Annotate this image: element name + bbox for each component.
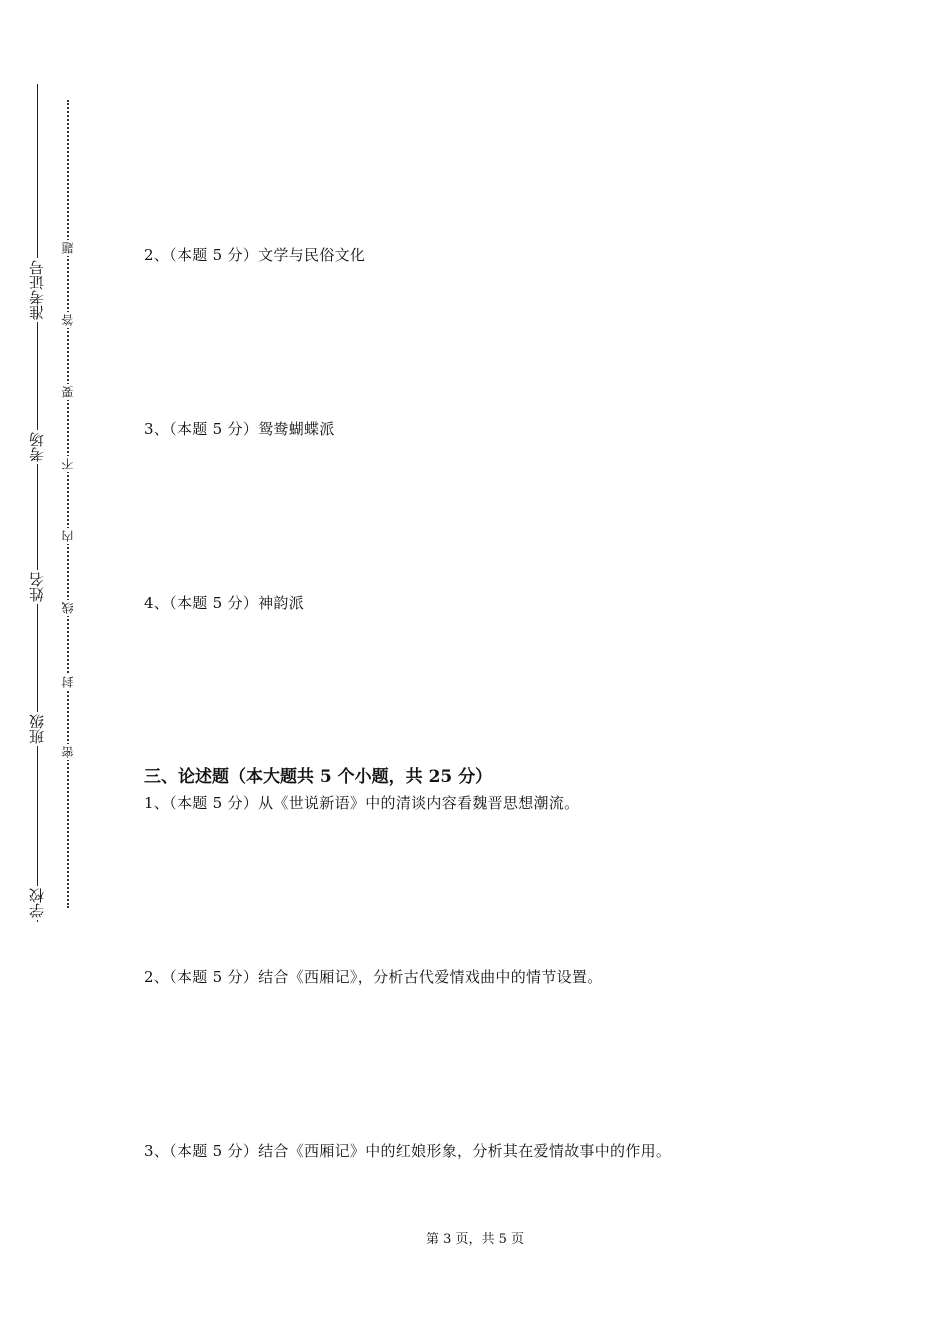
question-2-3: 3、（本题 5 分）鸳鸯蝴蝶派 [144, 420, 335, 438]
question-3-1: 1、（本题 5 分）从《世说新语》中的清谈内容看魏晋思想潮流。 [144, 794, 580, 812]
admission-number-label: 准考证号 [22, 258, 52, 322]
binding-line [37, 84, 38, 922]
seal-dotted-line [67, 100, 69, 908]
school-label: 学校 [22, 886, 52, 920]
seal-char: 答 [61, 314, 75, 326]
seal-char: 内 [61, 530, 75, 542]
seal-char: 封 [61, 676, 75, 688]
name-label: 姓名 [22, 570, 52, 604]
question-3-3: 3、（本题 5 分）结合《西厢记》中的红娘形象，分析其在爱情故事中的作用。 [144, 1142, 672, 1160]
section-3-title: 三、论述题（本大题共 5 个小题，共 25 分） [144, 767, 493, 787]
seal-char: 不 [61, 458, 75, 470]
seal-char: 要 [61, 386, 75, 398]
page-number: 第 3 页，共 5 页 [425, 1232, 525, 1247]
question-3-2: 2、（本题 5 分）结合《西厢记》，分析古代爱情戏曲中的情节设置。 [144, 968, 603, 986]
seal-char: 密 [61, 746, 75, 758]
seal-char: 线 [61, 602, 75, 614]
seal-char: 题 [61, 242, 75, 254]
question-2-2: 2、（本题 5 分）文学与民俗文化 [144, 246, 366, 264]
class-label: 班级 [22, 712, 52, 746]
question-2-4: 4、（本题 5 分）神韵派 [144, 594, 305, 612]
exam-room-label: 考场 [22, 430, 52, 464]
